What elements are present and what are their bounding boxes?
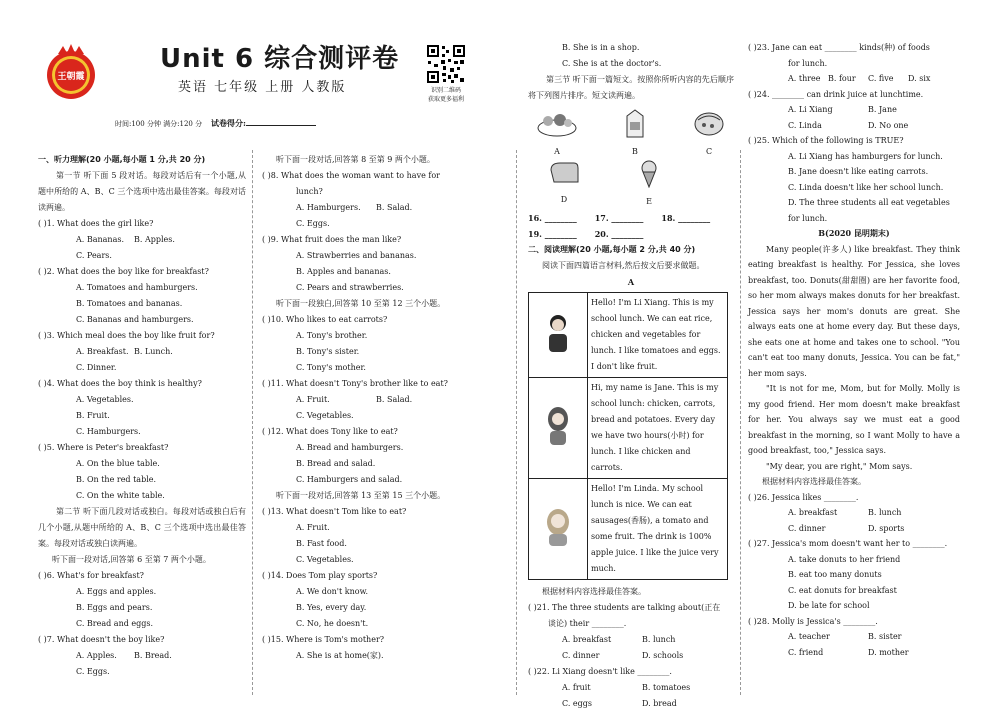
option[interactable]: C. Eggs. xyxy=(296,219,330,228)
milk-carton-icon xyxy=(623,108,647,138)
question-group xyxy=(262,424,510,488)
question-stem: ( )23. Jane can eat ________ kinds(种) of foods xyxy=(748,43,930,52)
option[interactable]: A. Bananas. xyxy=(76,235,125,244)
column-divider xyxy=(740,150,741,695)
question-group xyxy=(262,632,510,664)
question-stem: 谈论) their ________. xyxy=(548,619,627,628)
question-group xyxy=(262,504,510,568)
passage-label: B(2020 昆明期末) xyxy=(818,228,890,238)
passage-label: A xyxy=(627,277,635,287)
question-stem: ( )21. The three students are talking about(正在 xyxy=(528,603,721,612)
option[interactable]: C. No, he doesn't. xyxy=(296,619,369,628)
option[interactable]: C. Pears and strawberries. xyxy=(296,283,404,292)
option[interactable]: B. She is in a shop. xyxy=(562,43,640,52)
instructions: 第一节 听下面 5 段对话。每段对话后有一个小题,从题中所给的 A、B、C 三个选项中选出最佳答案。每段对话读两遍。 xyxy=(38,171,246,212)
option-row: A. breakfast B. lunch xyxy=(562,635,676,644)
question-group xyxy=(262,312,510,376)
instructions: 第三节 听下面一篇短文。按照你所听内容的先后顺序将下列图片排序。短文读两遍。 xyxy=(528,75,734,100)
table-row xyxy=(529,378,728,479)
option[interactable]: B. Tomatoes and bananas. xyxy=(76,299,183,308)
page-title: Unit 6 综合测评卷 xyxy=(160,44,400,74)
option-row xyxy=(38,344,246,376)
column-1 xyxy=(38,152,246,680)
question-group xyxy=(748,536,960,614)
question-stem: ( )5. Where is Peter's breakfast? xyxy=(38,443,169,452)
qr-code-icon xyxy=(426,44,466,84)
option[interactable]: C. She is at the doctor's. xyxy=(562,59,662,68)
question-group xyxy=(262,232,510,296)
option[interactable]: B. Jane doesn't like eating carrots. xyxy=(788,167,929,176)
option[interactable]: C. Vegetables. xyxy=(296,555,354,564)
score-label: 试卷得分: xyxy=(211,118,246,128)
option-row: C. dinner D. schools xyxy=(562,651,684,660)
question-stem: ( )27. Jessica's mom doesn't want her to ________. xyxy=(748,539,948,548)
svg-text:王朝霞: 王朝霞 xyxy=(57,72,85,82)
option[interactable]: A. Bread and hamburgers. xyxy=(296,443,404,452)
instructions: 根据材料内容选择最佳答案。 xyxy=(762,477,866,486)
option[interactable]: A. Li Xiang has hamburgers for lunch. xyxy=(788,151,943,161)
passage-paragraph: "My dear, you are right," Mom says. xyxy=(766,461,913,471)
question-stem: ( )22. Li Xiang doesn't like ________. xyxy=(528,667,672,676)
score-blank[interactable] xyxy=(246,125,316,126)
option[interactable]: B. Bread. xyxy=(134,651,172,660)
question-stem: lunch? xyxy=(296,187,323,196)
option[interactable]: A. take donuts to her friend xyxy=(788,554,901,564)
picture-e: E xyxy=(640,160,658,210)
question-stem: ( )13. What doesn't Tom like to eat? xyxy=(262,507,407,516)
question-stem: for lunch. xyxy=(788,58,828,68)
picture-row xyxy=(528,160,658,210)
question-group xyxy=(38,216,246,504)
listening-lead: 听下面一段对话,回答第 8 至第 9 两个小题。 xyxy=(276,155,435,164)
option-row: C. dinner D. sports xyxy=(788,523,905,533)
question-stem: ( )25. Which of the following is TRUE? xyxy=(748,136,904,145)
option[interactable]: C. Pears. xyxy=(76,251,112,260)
ice-cream-icon xyxy=(640,160,658,188)
question-stem: ( )6. What's for breakfast? xyxy=(38,571,144,580)
option-row: A. Fruit. B. Salad. xyxy=(296,395,413,404)
time-score-info: 时间:100 分钟 满分:120 分 xyxy=(115,120,203,128)
student-photo-icon xyxy=(529,293,588,378)
question-stem: ( )1. What does the girl like? xyxy=(38,219,154,228)
option-row: A. teacher B. sister xyxy=(788,632,902,641)
option[interactable]: A. Eggs and apples. xyxy=(76,587,157,596)
question-stem: ( )10. Who likes to eat carrots? xyxy=(262,315,388,324)
instructions: 阅读下面四篇语言材料,然后按文后要求做题。 xyxy=(542,261,705,270)
passage-paragraph: Many people(许多人) like breakfast. They think eating breakfast is healthy. For Jessica, she loves breakfast, too. Donuts(甜甜圈) are her favorite food, so her mom always makes donuts for her breakfast. Jessica says her mom's donuts are great. She always eats one at home every day. But these days, she eats one at home and takes one to school. "You can't eat too many donuts, Jessica. You can be fat," her mom says. xyxy=(748,244,960,378)
picture-row xyxy=(528,108,726,160)
question-stem: ( )9. What fruit does the man like? xyxy=(262,235,402,244)
option[interactable]: C. Hamburgers and salad. xyxy=(296,475,403,484)
food-plate-icon xyxy=(536,108,578,138)
option[interactable]: A. Fruit. xyxy=(296,523,330,532)
instructions: 第二节 听下面几段对话或独白。每段对话或独白后有几个小题,从题中所给的 A、B、C 三个选项中选出最佳答案。每段对话或独白读两遍。 xyxy=(38,507,246,548)
option[interactable]: A. Tomatoes and hamburgers. xyxy=(76,283,198,292)
option[interactable]: C. Tony's mother. xyxy=(296,363,366,372)
score-line xyxy=(115,118,316,129)
option[interactable]: A. Vegetables. xyxy=(76,395,134,404)
student-photo-icon xyxy=(529,479,588,580)
question-group xyxy=(748,133,960,226)
question-group xyxy=(38,568,246,680)
cake-icon xyxy=(692,108,726,138)
table-cell: Hello! I'm Li Xiang. This is my school lunch. We can eat rice, chicken and vegetables for lunch. I like tomatoes and eggs. I don't like fruit. xyxy=(588,293,728,378)
table-cell: Hello! I'm Linda. My school lunch is nice. We can eat sausages(香肠), a tomato and some fruit. The drink is 100% apple juice. I like the juice very much. xyxy=(588,479,728,580)
option[interactable]: A. Apples. xyxy=(76,651,117,660)
option-row xyxy=(38,648,246,680)
question-stem: ( )11. What doesn't Tony's brother like to eat? xyxy=(262,379,448,388)
column-3 xyxy=(528,40,734,712)
option[interactable]: C. Bread and eggs. xyxy=(76,619,154,628)
publisher-logo xyxy=(40,42,102,104)
question-stem: ( )2. What does the boy like for breakfast? xyxy=(38,267,209,276)
option[interactable]: B. Tony's sister. xyxy=(296,347,360,356)
option-row: A. three B. four C. five D. six xyxy=(788,74,931,83)
option[interactable]: C. Vegetables. xyxy=(296,411,354,420)
question-stem: ( )14. Does Tom play sports? xyxy=(262,571,378,580)
option[interactable]: C. On the white table. xyxy=(76,491,165,500)
option[interactable]: B. Bread and salad. xyxy=(296,459,376,468)
option[interactable]: A. Tony's brother. xyxy=(296,331,368,340)
option-row: C. Linda D. No one xyxy=(788,120,909,130)
option[interactable]: B. Lunch. xyxy=(134,347,173,356)
question-stem: ( )24. ________ can drink juice at lunchtime. xyxy=(748,89,924,99)
answer-blanks[interactable]: 16. ________ 17. ________ 18. ________ xyxy=(528,213,711,223)
option[interactable]: C. eat donuts for breakfast xyxy=(788,585,897,595)
column-2 xyxy=(262,152,510,664)
qr-caption: 识别二维码 获取更多福利 xyxy=(427,87,464,103)
question-stem: ( )8. What does the woman want to have for xyxy=(262,171,440,180)
option-row xyxy=(38,232,246,264)
option[interactable]: C. Eggs. xyxy=(76,667,110,676)
picture-a: A xyxy=(536,108,578,160)
option[interactable]: A. Breakfast. xyxy=(76,347,129,356)
answer-blanks[interactable]: 19. ________ 20. ________ xyxy=(528,229,644,239)
option[interactable]: C. Bananas and hamburgers. xyxy=(76,315,194,324)
reading-table xyxy=(528,292,728,580)
question-stem: ( )15. Where is Tom's mother? xyxy=(262,635,385,644)
option[interactable]: C. Hamburgers. xyxy=(76,427,141,436)
page-subtitle: 英语 七年级 上册 人教版 xyxy=(178,80,347,95)
option[interactable]: B. Fast food. xyxy=(296,539,347,548)
option[interactable]: A. Strawberries and bananas. xyxy=(296,251,417,260)
option[interactable]: B. Apples. xyxy=(134,235,175,244)
question-stem: ( )12. What does Tony like to eat? xyxy=(262,427,398,436)
question-group xyxy=(262,568,510,632)
listening-lead: 听下面一段独白,回答第 10 至第 12 三个小题。 xyxy=(276,299,446,308)
option[interactable]: D. be late for school xyxy=(788,601,870,610)
option-row: A. Li Xiang B. Jane xyxy=(788,105,897,114)
table-row xyxy=(529,479,728,580)
section-heading: 一、听力理解(20 小题,每小题 1 分,共 20 分) xyxy=(38,155,206,164)
section-heading: 二、阅读理解(20 小题,每小题 2 分,共 40 分) xyxy=(528,245,696,254)
option[interactable]: D. The three students all eat vegetables for lunch. xyxy=(788,198,950,223)
option[interactable]: B. Yes, every day. xyxy=(296,603,367,612)
picture-c: C xyxy=(692,108,726,160)
option-row: A. breakfast B. lunch xyxy=(788,508,902,517)
column-divider xyxy=(252,150,253,695)
option[interactable]: B. Fruit. xyxy=(76,411,110,420)
option[interactable]: C. Linda doesn't like her school lunch. xyxy=(788,182,944,192)
passage-paragraph: "It is not for me, Mom, but for Molly. Molly is my good friend. Her mom doesn't make breakfast for her. You always say we must eat a good breakfast in the morning, so I want Molly to have a good breakfast, too," Jessica says. xyxy=(748,384,960,455)
column-divider xyxy=(516,150,517,695)
student-photo-icon xyxy=(529,378,588,479)
listening-lead: 听下面一段对话,回答第 6 至第 7 两个小题。 xyxy=(52,555,211,564)
option[interactable]: A. On the blue table. xyxy=(76,459,160,468)
option[interactable]: A. We don't know. xyxy=(296,587,369,596)
bread-icon xyxy=(548,160,580,186)
table-row xyxy=(529,293,728,378)
option-row: A. fruit B. tomatoes xyxy=(562,683,691,692)
picture-b: B xyxy=(623,108,647,160)
question-stem: ( )26. Jessica likes ________. xyxy=(748,492,859,502)
option[interactable]: B. On the red table. xyxy=(76,475,157,484)
table-cell: Hi, my name is Jane. This is my school lunch: chicken, carrots, bread and potatoes. Every day we have two hours(小时) for lunch. I like chicken and carrots. xyxy=(588,378,728,479)
question-stem: ( )7. What doesn't the boy like? xyxy=(38,635,165,644)
question-stem: ( )3. Which meal does the boy like fruit for? xyxy=(38,331,215,340)
option-row: A. Hamburgers. B. Salad. xyxy=(296,203,413,212)
listening-lead: 听下面一段对话,回答第 13 至第 15 三个小题。 xyxy=(276,491,446,500)
option[interactable]: B. Apples and bananas. xyxy=(296,267,391,276)
instructions: 根据材料内容选择最佳答案。 xyxy=(542,587,646,596)
question-stem: ( )4. What does the boy think is healthy? xyxy=(38,379,202,388)
question-stem: ( )28. Molly is Jessica's ________. xyxy=(748,616,878,626)
option-row: C. eggs D. bread xyxy=(562,699,677,708)
option[interactable]: C. Dinner. xyxy=(76,363,117,372)
option[interactable]: B. Eggs and pears. xyxy=(76,603,153,612)
option[interactable]: A. She is at home(家). xyxy=(296,651,384,660)
option[interactable]: B. eat too many donuts xyxy=(788,570,882,579)
column-4 xyxy=(748,40,960,660)
option-row: C. friend D. mother xyxy=(788,647,909,657)
picture-d: D xyxy=(548,160,580,210)
